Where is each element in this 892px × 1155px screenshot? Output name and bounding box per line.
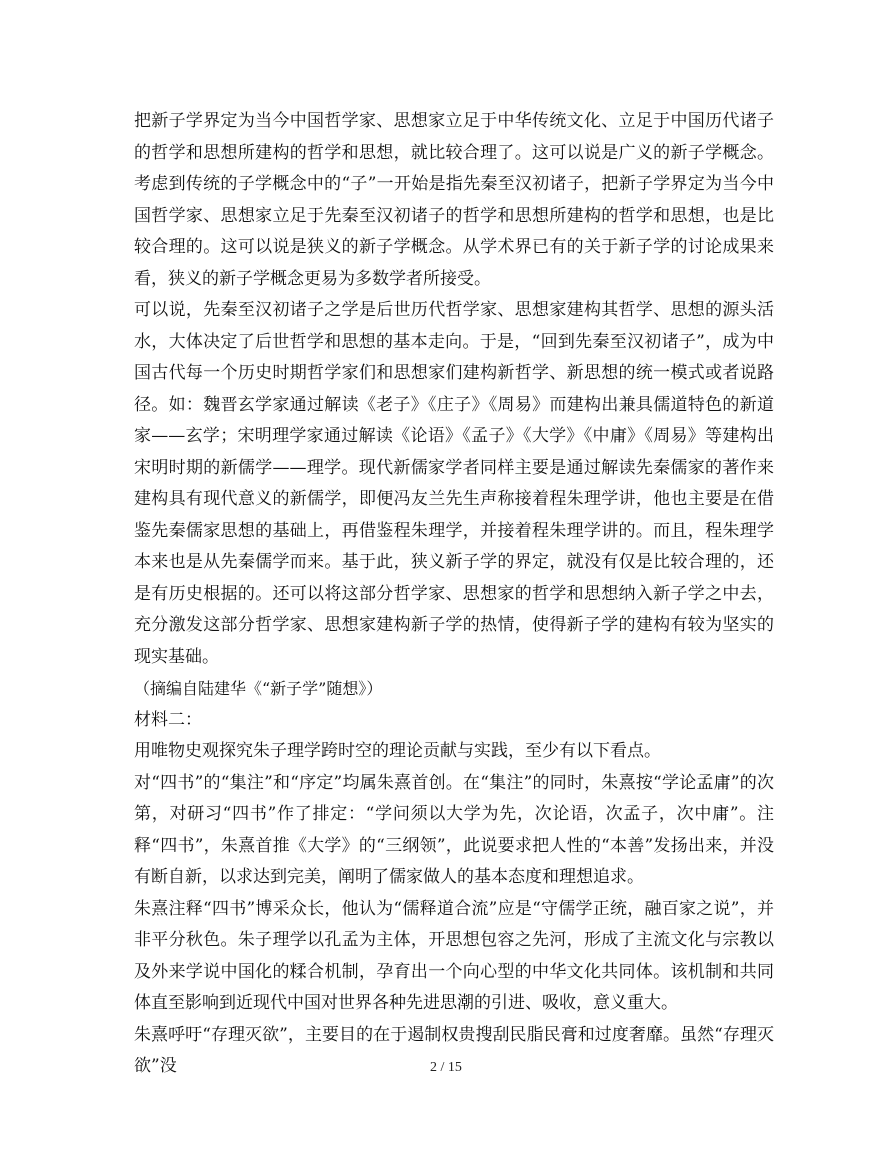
material-two-paragraph-2: 对“四书”的“集注”和“序定”均属朱熹首创。在“集注”的同时，朱熹按“学论孟庸”的次第，对研习“四书”作了排定：“学问须以大学为先，次论语，次孟子，次中庸”。注释“四书”，朱熹首推《大学》的“三纲领”，此说要求把人性的“本善”发扬出来，并没有断自新，以求达到完美，阐明了儒家做人的基本态度和理想追求。 xyxy=(134,772,774,887)
paragraph-1: 把新子学界定为当今中国哲学家、思想家立足于中华传统文化、立足于中国历代诸子的哲学和思想所建构的哲学和思想，就比较合理了。这可以说是广义的新子学概念。考虑到传统的子学概念中的“子”一开始是指先秦至汉初诸子，把新子学界定为当今中国哲学家、思想家立足于先秦至汉初诸子的哲学和思想所建构的哲学和思想，也是比较合理的。这可以说是狭义的新子学概念。从学术界已有的关于新子学的讨论成果来看，狭义的新子学概念更易为多数学者所接受。 xyxy=(134,111,774,289)
material-two-paragraph-3: 朱熹注释“四书”博采众长，他认为“儒释道合流”应是“守儒学正统，融百家之说”，并非平分秋色。朱子理学以孔孟为主体，开思想包容之先河，形成了主流文化与宗教以及外来学说中国化的糅合机制，孕育出一个向心型的中华文化共同体。该机制和共同体直至影响到近现代中国对世界各种先进思潮的引进、吸收，意义重大。 xyxy=(134,898,774,1013)
material-two-paragraph-4: 朱熹呼吁“存理灭欲”，主要目的在于遏制权贵搜刮民脂民膏和过度奢靡。虽然“存理灭欲”没 xyxy=(134,1024,774,1076)
page-number: 2 / 15 xyxy=(430,1060,462,1075)
material-two-heading: 材料二： xyxy=(134,709,202,730)
source-citation: （摘编自陆建华《“新子学”随想》） xyxy=(134,679,383,698)
material-two-paragraph-1: 用唯物史观探究朱子理学跨时空的理论贡献与实践，至少有以下看点。 xyxy=(134,741,661,761)
paragraph-2: 可以说，先秦至汉初诸子之学是后世历代哲学家、思想家建构其哲学、思想的源头活水，大体决定了后世哲学和思想的基本走向。于是，“回到先秦至汉初诸子”，成为中国古代每一个历史时期哲学家们和思想家们建构新哲学、新思想的统一模式或者说路径。如：魏晋玄学家通过解读《老子》《庄子》《周易》而建构出兼具儒道特色的新道家——玄学；宋明理学家通过解读《论语》《孟子》《大学》《中庸》《周易》等建构出宋明时期的新儒学——理学。现代新儒家学者同样主要是通过解读先秦儒家的著作来建构具有现代意义的新儒学，即便冯友兰先生声称接着程朱理学讲，他也主要是在借鉴先秦儒家思想的基础上，再借鉴程朱理学，并接着程朱理学讲的。而且，程朱理学本来也是从先秦儒学而来。基于此，狭义新子学的界定，就没有仅是比较合理的，还是有历史根据的。还可以将这部分哲学家、思想家的哲学和思想纳入新子学之中去，充分激发这部分哲学家、思想家建构新子学的热情，使得新子学的建构有较为坚实的现实基础。 xyxy=(134,300,774,667)
document-body xyxy=(134,106,774,1083)
